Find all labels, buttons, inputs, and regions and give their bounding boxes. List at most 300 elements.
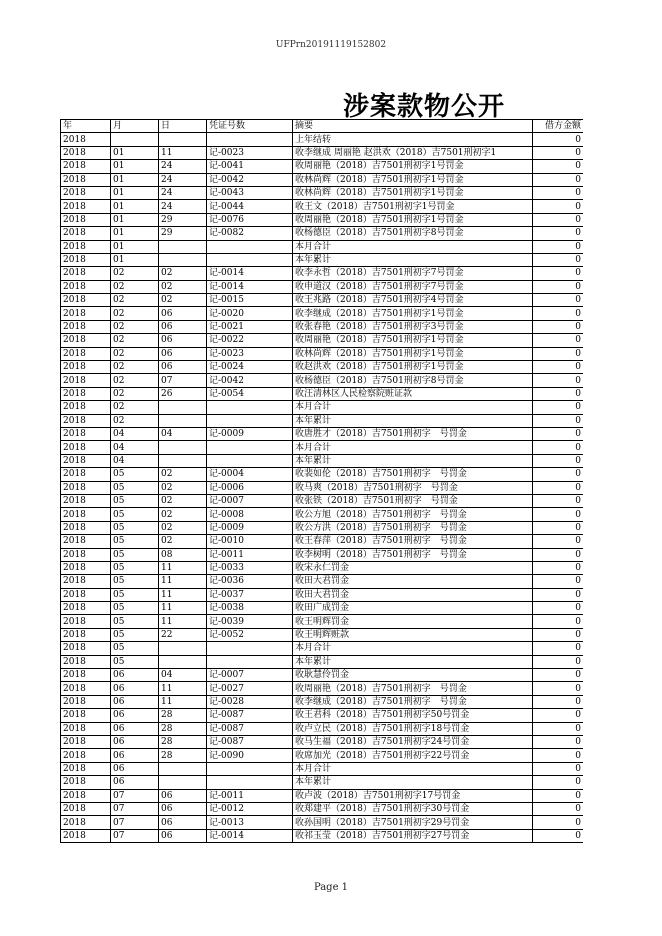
cell-debit: 0 [533,146,584,159]
cell-debit: 0 [533,762,584,775]
cell-month: 05 [111,494,159,507]
table-row [61,387,584,400]
cell-voucher: 记-0087 [207,722,293,735]
cell-month: 04 [111,454,159,467]
cell-voucher: 记-0020 [207,307,293,320]
cell-voucher [207,642,293,655]
cell-debit: 0 [533,776,584,789]
table-row [61,642,584,655]
cell-debit: 0 [533,387,584,400]
cell-summary: 收裴如伦（2018）吉7501刑初字 号罚金 [293,468,533,481]
cell-month: 05 [111,535,159,548]
cell-month: 04 [111,427,159,440]
cell-summary: 本月合计 [293,240,533,253]
cell-voucher: 记-0052 [207,628,293,641]
cell-debit: 0 [533,280,584,293]
cell-year: 2018 [61,294,111,307]
cell-month: 05 [111,521,159,534]
cell-month: 02 [111,387,159,400]
cell-day: 28 [159,735,207,748]
cell-month: 05 [111,561,159,574]
table-row [61,481,584,494]
cell-debit: 0 [533,334,584,347]
cell-debit: 0 [533,227,584,240]
cell-summary: 收周丽艳（2018）吉7501刑初字1号罚金 [293,334,533,347]
cell-year: 2018 [61,146,111,159]
cell-year: 2018 [61,320,111,333]
cell-month: 06 [111,682,159,695]
cell-year: 2018 [61,454,111,467]
cell-year: 2018 [61,374,111,387]
cell-month: 06 [111,722,159,735]
cell-summary: 收孙国明（2018）吉7501刑初字29号罚金 [293,816,533,829]
cell-debit: 0 [533,240,584,253]
cell-summary: 本月合计 [293,441,533,454]
cell-voucher: 记-0043 [207,186,293,199]
header-summary: 摘要 [293,120,533,133]
cell-day: 04 [159,669,207,682]
cell-month: 02 [111,374,159,387]
cell-day [159,655,207,668]
cell-month: 02 [111,267,159,280]
cell-summary: 收周丽艳（2018）吉7501刑初字 号罚金 [293,682,533,695]
cell-voucher: 记-0015 [207,294,293,307]
cell-summary: 本年累计 [293,776,533,789]
cell-debit: 0 [533,722,584,735]
table-row [61,213,584,226]
cell-year: 2018 [61,213,111,226]
cell-month: 05 [111,642,159,655]
cell-summary: 收公方旭（2018）吉7501刑初字 号罚金 [293,508,533,521]
cell-voucher: 记-0027 [207,682,293,695]
cell-day: 26 [159,387,207,400]
cell-debit: 0 [533,267,584,280]
cell-debit: 0 [533,253,584,266]
cell-month: 05 [111,481,159,494]
cell-summary: 上年结转 [293,133,533,146]
table-row [61,789,584,802]
cell-day: 06 [159,816,207,829]
cell-month: 02 [111,320,159,333]
cell-debit: 0 [533,829,584,842]
header-month: 月 [111,120,159,133]
cell-summary: 收郑建平（2018）吉7501刑初字30号罚金 [293,802,533,815]
cell-year: 2018 [61,776,111,789]
cell-day: 11 [159,682,207,695]
cell-day: 02 [159,494,207,507]
cell-voucher: 记-0009 [207,521,293,534]
ledger-sheet [60,119,583,843]
cell-summary: 收宋永仁罚金 [293,561,533,574]
table-row [61,628,584,641]
cell-year: 2018 [61,441,111,454]
table-row [61,240,584,253]
cell-year: 2018 [61,427,111,440]
cell-debit: 0 [533,186,584,199]
header-year: 年 [61,120,111,133]
table-row [61,334,584,347]
cell-summary: 收田大君罚金 [293,575,533,588]
table-row [61,655,584,668]
cell-day: 24 [159,160,207,173]
cell-day: 06 [159,789,207,802]
cell-day: 06 [159,307,207,320]
cell-debit: 0 [533,628,584,641]
cell-day [159,454,207,467]
cell-year: 2018 [61,602,111,615]
cell-debit: 0 [533,735,584,748]
table-row [61,200,584,213]
cell-year: 2018 [61,802,111,815]
cell-year: 2018 [61,789,111,802]
cell-voucher: 记-0014 [207,829,293,842]
cell-day [159,762,207,775]
cell-year: 2018 [61,722,111,735]
table-row [61,682,584,695]
cell-year: 2018 [61,669,111,682]
cell-month: 06 [111,669,159,682]
cell-voucher: 记-0036 [207,575,293,588]
cell-debit: 0 [533,133,584,146]
cell-month: 07 [111,829,159,842]
cell-voucher: 记-0087 [207,709,293,722]
cell-summary: 收李永哲（2018）吉7501刑初字7号罚金 [293,267,533,280]
cell-month: 02 [111,347,159,360]
cell-month: 07 [111,802,159,815]
cell-voucher: 记-0024 [207,361,293,374]
cell-year: 2018 [61,133,111,146]
table-row [61,588,584,601]
table-row [61,508,584,521]
cell-summary: 收申道汉（2018）吉7501刑初字7号罚金 [293,280,533,293]
table-row [61,280,584,293]
cell-year: 2018 [61,682,111,695]
ledger-table [60,119,583,843]
table-row [61,709,584,722]
cell-day: 28 [159,709,207,722]
cell-debit: 0 [533,173,584,186]
cell-voucher: 记-0008 [207,508,293,521]
cell-month: 05 [111,575,159,588]
cell-summary: 收李继成（2018）吉7501刑初字 号罚金 [293,695,533,708]
cell-summary: 收卢波（2018）吉7501刑初字17号罚金 [293,789,533,802]
cell-year: 2018 [61,749,111,762]
cell-summary: 收王明辉罚金 [293,615,533,628]
cell-summary: 收祁玉莹（2018）吉7501刑初字27号罚金 [293,829,533,842]
cell-debit: 0 [533,468,584,481]
cell-year: 2018 [61,829,111,842]
table-row [61,535,584,548]
cell-voucher [207,454,293,467]
cell-day: 06 [159,320,207,333]
cell-debit: 0 [533,347,584,360]
cell-day [159,133,207,146]
cell-day: 08 [159,548,207,561]
page-footer: Page 1 [313,882,349,893]
cell-debit: 0 [533,521,584,534]
cell-debit: 0 [533,361,584,374]
table-row [61,615,584,628]
cell-debit: 0 [533,561,584,574]
cell-month: 05 [111,468,159,481]
cell-month [111,133,159,146]
cell-summary: 收马爽（2018）吉7501刑初字 号罚金 [293,481,533,494]
cell-summary: 收王明辉赃款 [293,628,533,641]
cell-day [159,401,207,414]
cell-voucher: 记-0033 [207,561,293,574]
table-row [61,294,584,307]
header-row [61,120,584,133]
cell-summary: 本年累计 [293,253,533,266]
cell-day: 06 [159,829,207,842]
cell-summary: 收杨德臣（2018）吉7501刑初字8号罚金 [293,374,533,387]
cell-month: 05 [111,655,159,668]
cell-month: 01 [111,200,159,213]
cell-year: 2018 [61,575,111,588]
cell-year: 2018 [61,186,111,199]
cell-debit: 0 [533,441,584,454]
table-row [61,602,584,615]
cell-day: 24 [159,173,207,186]
cell-debit: 0 [533,655,584,668]
table-row [61,441,584,454]
cell-debit: 0 [533,508,584,521]
cell-day: 11 [159,146,207,159]
cell-summary: 收林尚辉（2018）吉7501刑初字1号罚金 [293,347,533,360]
report-id: UFPrn20191119152802 [275,40,387,50]
cell-summary: 收王兆路（2018）吉7501刑初字4号罚金 [293,294,533,307]
cell-month: 06 [111,709,159,722]
cell-summary: 收张铁（2018）吉7501刑初字 号罚金 [293,494,533,507]
cell-month: 02 [111,414,159,427]
cell-summary: 收席加光（2018）吉7501刑初字22号罚金 [293,749,533,762]
cell-voucher: 记-0022 [207,334,293,347]
cell-year: 2018 [61,521,111,534]
cell-voucher: 记-0006 [207,481,293,494]
cell-voucher: 记-0082 [207,227,293,240]
cell-month: 04 [111,441,159,454]
cell-voucher: 记-0023 [207,347,293,360]
cell-debit: 0 [533,481,584,494]
cell-month: 01 [111,253,159,266]
cell-debit: 0 [533,200,584,213]
cell-year: 2018 [61,655,111,668]
cell-year: 2018 [61,280,111,293]
cell-voucher: 记-0042 [207,173,293,186]
cell-debit: 0 [533,816,584,829]
cell-year: 2018 [61,307,111,320]
cell-day [159,414,207,427]
table-row [61,374,584,387]
cell-summary: 收张春艳（2018）吉7501刑初字3号罚金 [293,320,533,333]
page-title: 涉案款物公开 [343,92,506,122]
cell-year: 2018 [61,762,111,775]
table-row [61,695,584,708]
cell-month: 01 [111,173,159,186]
table-row [61,521,584,534]
cell-voucher: 记-0041 [207,160,293,173]
table-row [61,829,584,842]
cell-day [159,441,207,454]
cell-summary: 本年累计 [293,414,533,427]
cell-day: 02 [159,535,207,548]
table-row [61,735,584,748]
header-voucher: 凭证号数 [207,120,293,133]
cell-year: 2018 [61,816,111,829]
cell-month: 05 [111,602,159,615]
cell-debit: 0 [533,588,584,601]
cell-month: 05 [111,548,159,561]
cell-day: 29 [159,227,207,240]
cell-day [159,776,207,789]
cell-voucher: 记-0010 [207,535,293,548]
cell-summary: 收李树明（2018）吉7501刑初字 号罚金 [293,548,533,561]
cell-year: 2018 [61,709,111,722]
cell-summary: 收林尚辉（2018）吉7501刑初字1号罚金 [293,186,533,199]
cell-summary: 收王春萍（2018）吉7501刑初字 号罚金 [293,535,533,548]
cell-year: 2018 [61,227,111,240]
cell-summary: 收李继成 周丽艳 赵洪欢（2018）吉7501刑初字1 [293,146,533,159]
cell-year: 2018 [61,735,111,748]
cell-day [159,253,207,266]
cell-voucher: 记-0007 [207,494,293,507]
table-row [61,253,584,266]
cell-month: 07 [111,816,159,829]
cell-summary: 收王君科（2018）吉7501刑初字50号罚金 [293,709,533,722]
cell-voucher [207,240,293,253]
cell-month: 02 [111,294,159,307]
cell-debit: 0 [533,802,584,815]
cell-year: 2018 [61,387,111,400]
cell-day: 22 [159,628,207,641]
cell-year: 2018 [61,361,111,374]
cell-voucher [207,762,293,775]
cell-day: 04 [159,427,207,440]
cell-debit: 0 [533,213,584,226]
table-row [61,227,584,240]
table-row [61,816,584,829]
cell-summary: 收唐胜才（2018）吉7501刑初字 号罚金 [293,427,533,440]
cell-voucher: 记-0076 [207,213,293,226]
cell-day: 11 [159,695,207,708]
cell-year: 2018 [61,468,111,481]
cell-year: 2018 [61,588,111,601]
cell-voucher: 记-0013 [207,816,293,829]
table-row [61,669,584,682]
cell-month: 06 [111,749,159,762]
cell-year: 2018 [61,160,111,173]
table-row [61,133,584,146]
cell-month: 05 [111,615,159,628]
cell-year: 2018 [61,414,111,427]
cell-year: 2018 [61,508,111,521]
cell-summary: 收周丽艳（2018）吉7501刑初字1号罚金 [293,213,533,226]
cell-day: 07 [159,374,207,387]
cell-voucher: 记-0021 [207,320,293,333]
cell-year: 2018 [61,173,111,186]
cell-summary: 收田广成罚金 [293,602,533,615]
cell-debit: 0 [533,454,584,467]
cell-voucher: 记-0028 [207,695,293,708]
cell-day: 11 [159,561,207,574]
cell-year: 2018 [61,334,111,347]
cell-month: 02 [111,401,159,414]
cell-summary: 收马生福（2018）吉7501刑初字24号罚金 [293,735,533,748]
cell-voucher [207,655,293,668]
cell-voucher: 记-0007 [207,669,293,682]
table-row [61,494,584,507]
cell-year: 2018 [61,535,111,548]
cell-month: 05 [111,588,159,601]
cell-day: 24 [159,200,207,213]
table-row [61,401,584,414]
cell-voucher [207,253,293,266]
cell-summary: 收周丽艳（2018）吉7501刑初字1号罚金 [293,160,533,173]
cell-day [159,240,207,253]
cell-month: 02 [111,307,159,320]
cell-day: 02 [159,481,207,494]
cell-debit: 0 [533,294,584,307]
cell-voucher [207,133,293,146]
cell-summary: 本年累计 [293,454,533,467]
cell-day: 11 [159,602,207,615]
cell-month: 02 [111,280,159,293]
cell-day: 02 [159,294,207,307]
table-row [61,173,584,186]
table-row [61,468,584,481]
header-debit: 借方金额 [533,120,584,133]
table-row [61,267,584,280]
cell-summary: 收耿慧伶罚金 [293,669,533,682]
cell-day: 02 [159,521,207,534]
table-row [61,722,584,735]
cell-voucher: 记-0023 [207,146,293,159]
cell-summary: 收杨德臣（2018）吉7501刑初字8号罚金 [293,227,533,240]
cell-day: 02 [159,468,207,481]
cell-voucher: 记-0054 [207,387,293,400]
cell-month: 05 [111,628,159,641]
cell-month: 06 [111,695,159,708]
cell-summary: 本月合计 [293,401,533,414]
cell-year: 2018 [61,642,111,655]
table-row [61,802,584,815]
table-row [61,347,584,360]
header-day: 日 [159,120,207,133]
cell-debit: 0 [533,615,584,628]
cell-month: 06 [111,735,159,748]
cell-voucher: 记-0038 [207,602,293,615]
cell-debit: 0 [533,427,584,440]
cell-day: 02 [159,508,207,521]
cell-debit: 0 [533,709,584,722]
cell-voucher: 记-0009 [207,427,293,440]
table-row [61,776,584,789]
cell-voucher: 记-0042 [207,374,293,387]
cell-voucher: 记-0012 [207,802,293,815]
cell-voucher: 记-0087 [207,735,293,748]
cell-month: 01 [111,160,159,173]
cell-debit: 0 [533,682,584,695]
cell-debit: 0 [533,160,584,173]
table-row [61,414,584,427]
cell-month: 01 [111,240,159,253]
cell-day: 06 [159,361,207,374]
cell-debit: 0 [533,535,584,548]
cell-summary: 本年累计 [293,655,533,668]
cell-month: 01 [111,213,159,226]
table-row [61,146,584,159]
cell-voucher: 记-0044 [207,200,293,213]
